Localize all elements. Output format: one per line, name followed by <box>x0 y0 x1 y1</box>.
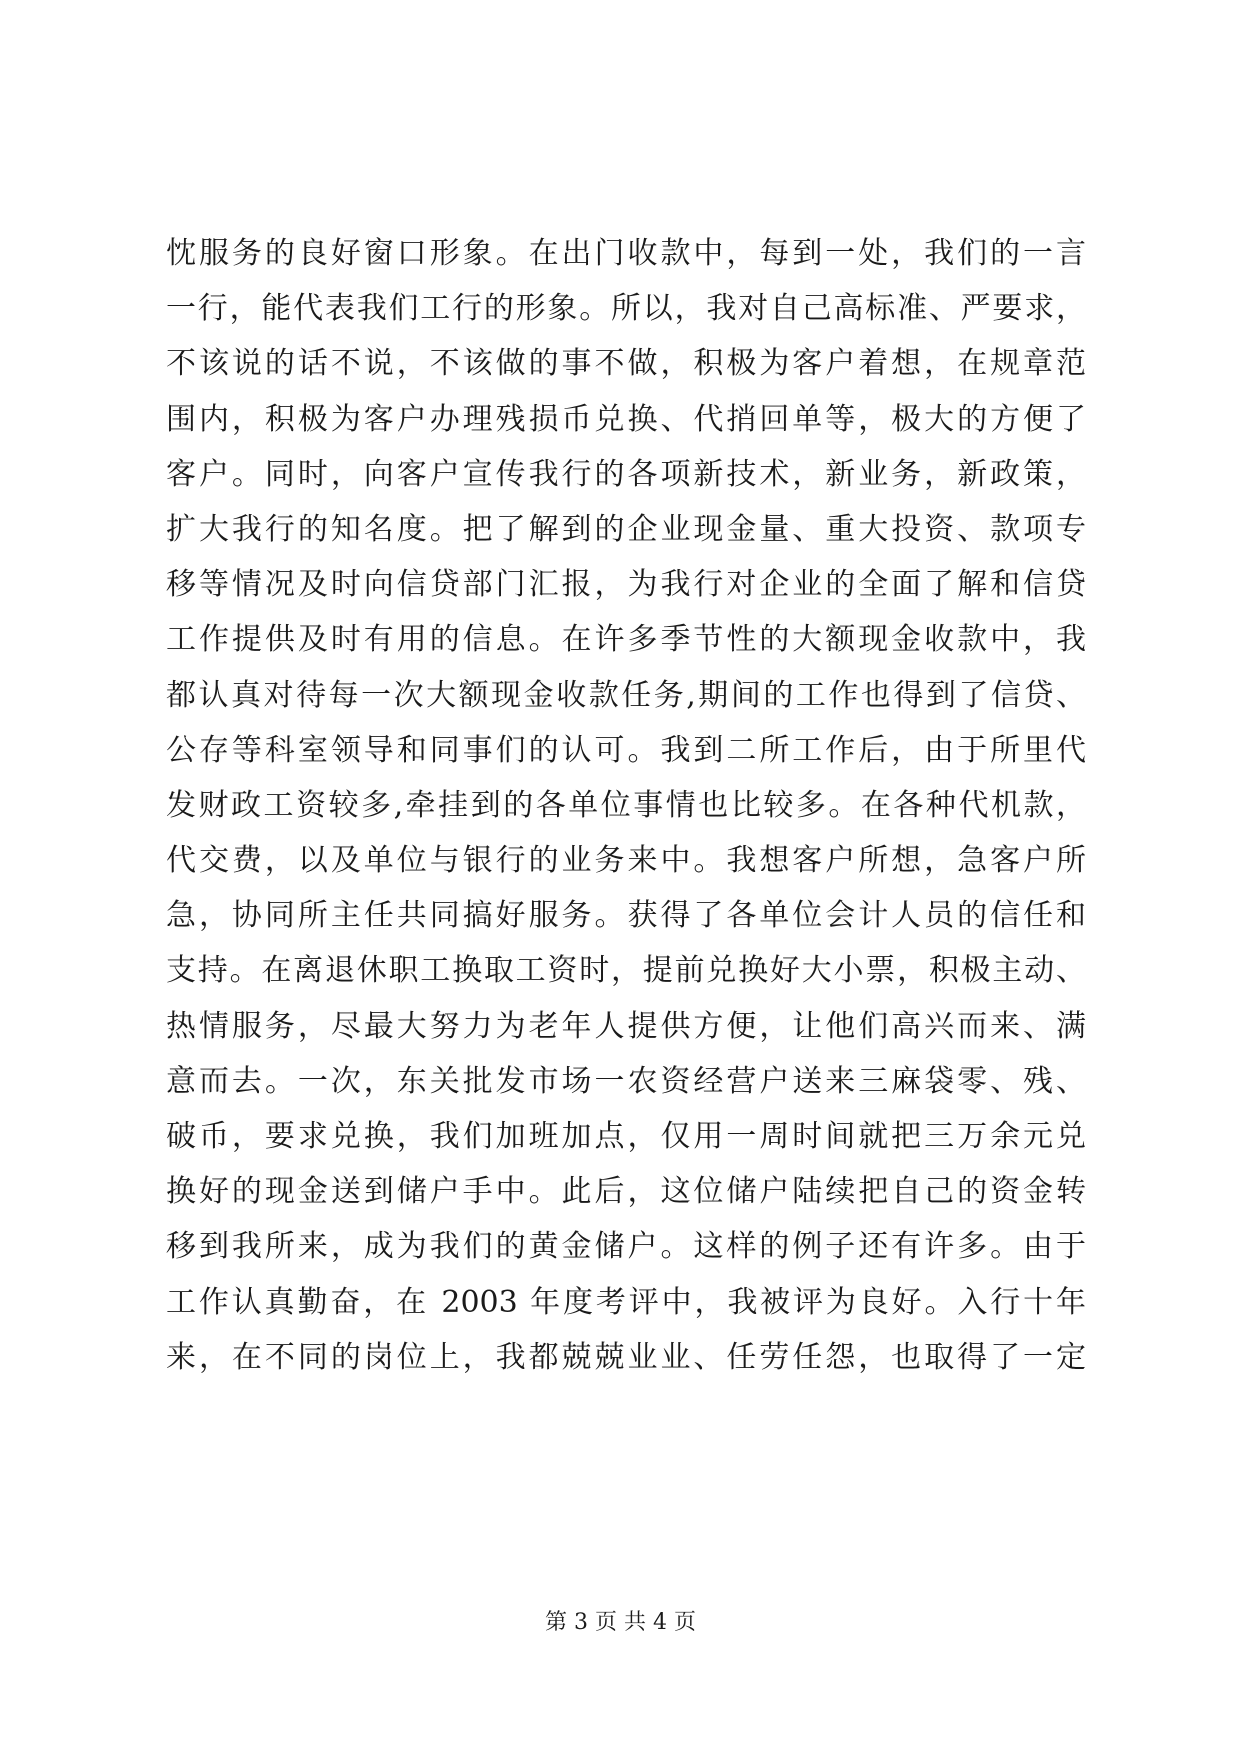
text-line: 移等情况及时向信贷部门汇报，为我行对企业的全面了解和信贷 <box>166 567 1086 603</box>
text-line: 急，协同所主任共同搞好服务。获得了各单位会计人员的信任和 <box>166 898 1086 934</box>
text-line: 热情服务，尽最大努力为老年人提供方便，让他们高兴而来、满 <box>166 1008 1086 1044</box>
text-line: 移到我所来，成为我们的黄金储户。这样的例子还有许多。由于 <box>166 1229 1086 1265</box>
text-line: 来，在不同的岗位上，我都兢兢业业、任劳任怨，也取得了一定 <box>166 1339 1086 1375</box>
text-line: 破币，要求兑换，我们加班加点，仅用一周时间就把三万余元兑 <box>166 1119 1086 1154</box>
text-line: 换好的现金送到储户手中。此后，这位储户陆续把自己的资金转 <box>166 1174 1086 1210</box>
text-line: 客户。同时，向客户宣传我行的各项新技术，新业务，新政策， <box>166 456 1086 492</box>
text-line: 不该说的话不说，不该做的事不做，积极为客户着想，在规章范 <box>166 346 1086 382</box>
text-line: 公存等科室领导和同事们的认可。我到二所工作后，由于所里代 <box>166 732 1086 768</box>
text-line: 一行，能代表我们工行的形象。所以，我对自己高标准、严要求， <box>166 291 1086 327</box>
text-line: 工作认真勤奋，在 2003 年度考评中，我被评为良好。入行十年 <box>166 1284 1086 1320</box>
text-line: 发财政工资较多,牵挂到的各单位事情也比较多。在各种代机款， <box>166 787 1086 823</box>
text-line: 意而去。一次，东关批发市场一农资经营户送来三麻袋零、残、 <box>166 1063 1086 1099</box>
text-line: 围内，积极为客户办理残损币兑换、代捎回单等，极大的方便了 <box>166 401 1086 437</box>
page-number-footer: 第 3 页 共 4 页 <box>545 1610 696 1635</box>
text-line: 代交费，以及单位与银行的业务来中。我想客户所想，急客户所 <box>166 843 1086 879</box>
text-line: 扩大我行的知名度。把了解到的企业现金量、重大投资、款项专 <box>166 511 1086 547</box>
text-line: 忱服务的良好窗口形象。在出门收款中，每到一处，我们的一言 <box>166 236 1086 271</box>
text-line: 都认真对待每一次大额现金收款任务,期间的工作也得到了信贷、 <box>166 677 1086 713</box>
body-text <box>166 226 1086 1385</box>
text-line: 支持。在离退休职工换取工资时，提前兑换好大小票，积极主动、 <box>166 953 1086 989</box>
text-line: 工作提供及时有用的信息。在许多季节性的大额现金收款中，我 <box>166 622 1086 658</box>
